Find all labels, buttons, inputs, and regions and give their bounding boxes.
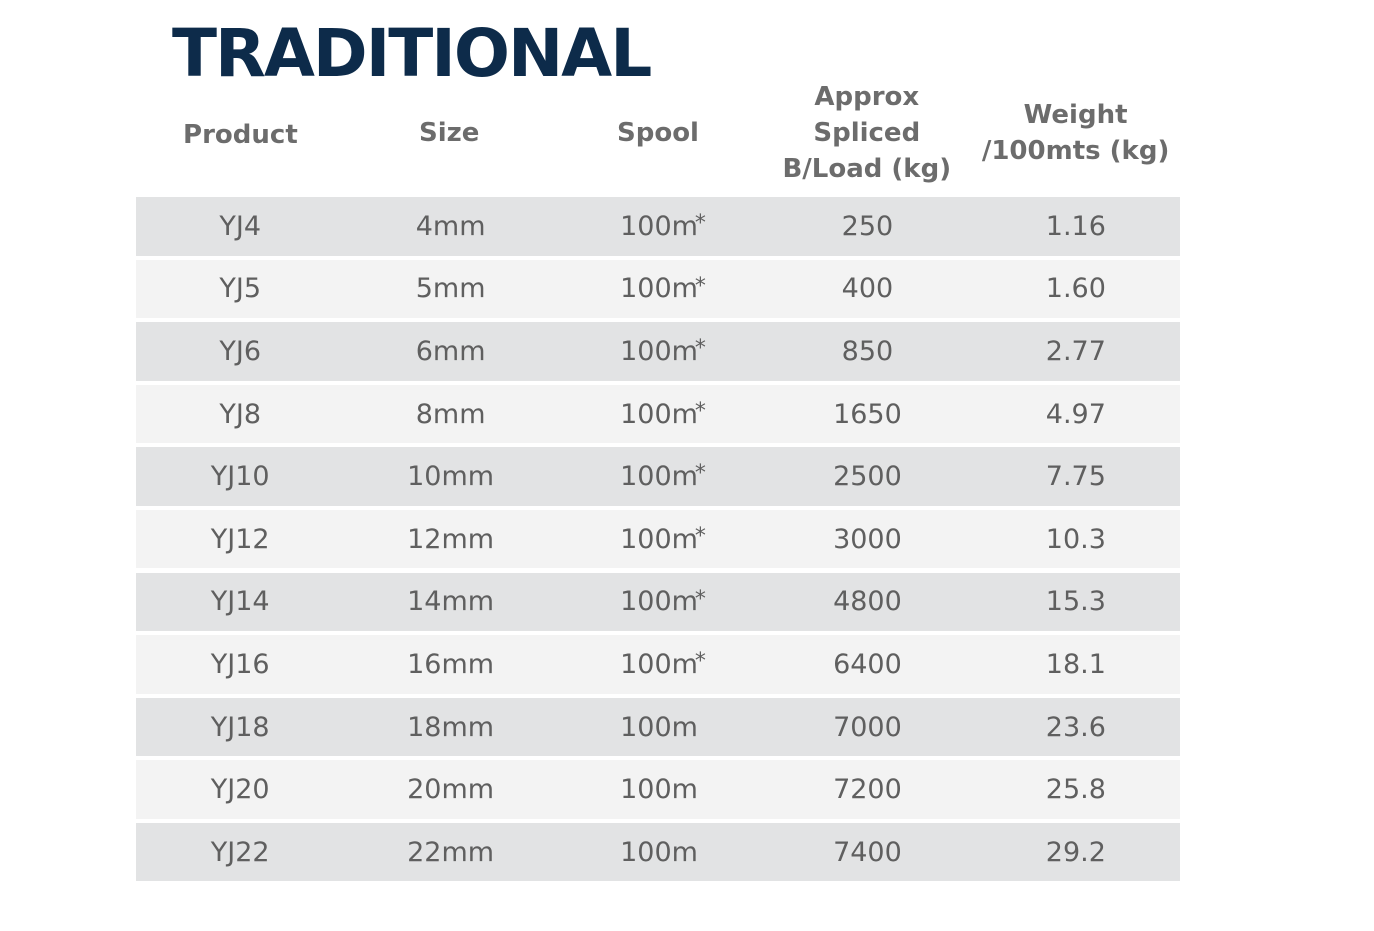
product-cell	[136, 698, 346, 757]
weight-cell-text: 23.6	[1045, 711, 1106, 743]
size-cell	[346, 510, 554, 569]
product-cell	[136, 197, 346, 256]
size-cell	[346, 823, 554, 882]
product-cell	[136, 635, 346, 694]
breaking-load-cell	[763, 260, 971, 319]
spool-cell-text: 100m	[620, 586, 698, 618]
breaking-load-cell	[763, 385, 971, 444]
size-cell-text: 8mm	[415, 398, 486, 430]
asterisk-mark: *	[694, 523, 706, 549]
product-cell-text: YJ4	[219, 210, 262, 242]
size-cell-text: 16mm	[407, 648, 495, 680]
breaking-load-cell-text: 6400	[833, 648, 902, 680]
breaking-load-cell-text: 850	[841, 335, 894, 367]
weight-cell	[972, 260, 1180, 319]
size-cell	[346, 260, 554, 319]
size-cell-text: 14mm	[407, 586, 495, 618]
product-cell	[136, 823, 346, 882]
weight-cell	[972, 447, 1180, 506]
breaking-load-cell	[763, 573, 971, 632]
weight-cell-text: 25.8	[1045, 774, 1106, 806]
spool-cell-text: 100m	[620, 648, 698, 680]
page-title: TRADITIONAL	[172, 15, 651, 92]
size-cell	[346, 385, 554, 444]
size-cell-text: 4mm	[415, 210, 486, 242]
spool-cell	[555, 197, 763, 256]
breaking-load-cell	[763, 635, 971, 694]
size-cell	[346, 698, 554, 757]
product-cell-text: YJ6	[219, 335, 262, 367]
breaking-load-cell	[763, 322, 971, 381]
product-cell-text: YJ12	[210, 523, 270, 555]
product-cell-text: YJ8	[219, 398, 262, 430]
product-cell-text: YJ14	[210, 586, 270, 618]
breaking-load-cell-text: 4800	[833, 586, 902, 618]
product-cell	[136, 260, 346, 319]
spool-cell-text: 100m	[620, 210, 698, 242]
spool-cell	[555, 510, 763, 569]
breaking-load-cell-text: 250	[841, 210, 894, 242]
spool-cell-text: 100m	[620, 273, 698, 305]
product-cell	[136, 447, 346, 506]
spool-cell	[555, 823, 763, 882]
breaking-load-cell	[763, 447, 971, 506]
weight-cell-text: 2.77	[1045, 335, 1106, 367]
asterisk-mark: *	[694, 461, 706, 487]
table-row	[136, 260, 1180, 319]
size-cell-text: 12mm	[407, 523, 495, 555]
size-cell	[346, 197, 554, 256]
breaking-load-cell	[763, 510, 971, 569]
spool-cell-text: 100m	[620, 461, 698, 493]
breaking-load-cell-text: 1650	[833, 398, 902, 430]
asterisk-mark: *	[694, 586, 706, 612]
size-cell	[346, 447, 554, 506]
asterisk-mark: *	[694, 273, 706, 299]
spool-cell-text: 100m	[620, 398, 698, 430]
table-row	[136, 322, 1180, 381]
table-row	[136, 385, 1180, 444]
spool-cell	[555, 573, 763, 632]
spool-cell	[555, 385, 763, 444]
size-cell-text: 22mm	[407, 836, 495, 868]
breaking-load-cell-text: 7400	[833, 836, 902, 868]
product-cell-text: YJ18	[210, 711, 270, 743]
product-cell-text: YJ16	[210, 648, 270, 680]
column-header-breaking-load: Approx Spliced B/Load (kg)	[782, 82, 952, 184]
size-cell	[346, 760, 554, 819]
spool-cell-text: 100m	[620, 836, 698, 868]
spool-cell	[555, 698, 763, 757]
weight-cell-text: 18.1	[1045, 648, 1106, 680]
breaking-load-cell	[763, 197, 971, 256]
size-cell-text: 18mm	[407, 711, 495, 743]
product-cell	[136, 760, 346, 819]
breaking-load-cell	[763, 823, 971, 882]
asterisk-mark: *	[694, 649, 706, 675]
spool-cell	[555, 322, 763, 381]
weight-cell	[972, 197, 1180, 256]
breaking-load-cell-text: 3000	[833, 523, 902, 555]
table-row	[136, 197, 1180, 256]
table-row	[136, 510, 1180, 569]
column-header-size: Size	[418, 118, 480, 148]
weight-cell	[972, 385, 1180, 444]
weight-cell-text: 29.2	[1045, 836, 1106, 868]
product-cell	[136, 322, 346, 381]
table-body	[136, 197, 1180, 886]
spool-cell-text: 100m	[620, 523, 698, 555]
weight-cell-text: 10.3	[1045, 523, 1106, 555]
breaking-load-cell-text: 7000	[833, 711, 902, 743]
spool-cell	[555, 760, 763, 819]
weight-cell-text: 15.3	[1045, 586, 1106, 618]
breaking-load-cell-text: 400	[841, 273, 894, 305]
spool-cell	[555, 635, 763, 694]
asterisk-mark: *	[694, 398, 706, 424]
product-cell-text: YJ5	[219, 273, 262, 305]
size-cell-text: 5mm	[415, 273, 486, 305]
product-cell-text: YJ22	[210, 836, 270, 868]
spool-cell-text: 100m	[620, 711, 698, 743]
weight-cell	[972, 510, 1180, 569]
asterisk-mark: *	[694, 336, 706, 362]
spool-cell-text: 100m	[620, 335, 698, 367]
weight-cell-text: 1.16	[1045, 210, 1106, 242]
asterisk-mark: *	[694, 211, 706, 236]
size-cell	[346, 635, 554, 694]
column-header-weight: Weight /100mts (kg)	[981, 100, 1170, 166]
product-table	[136, 70, 1180, 868]
product-cell	[136, 573, 346, 632]
weight-cell	[972, 698, 1180, 757]
table-row	[136, 760, 1180, 819]
product-cell	[136, 385, 346, 444]
table-header	[136, 70, 1180, 196]
breaking-load-cell-text: 7200	[833, 774, 902, 806]
weight-cell-text: 1.60	[1045, 273, 1106, 305]
breaking-load-cell	[763, 760, 971, 819]
spool-cell	[555, 260, 763, 319]
column-header-spool: Spool	[617, 118, 699, 148]
product-cell	[136, 510, 346, 569]
table-row	[136, 635, 1180, 694]
table-row	[136, 447, 1180, 506]
weight-cell	[972, 322, 1180, 381]
breaking-load-cell	[763, 698, 971, 757]
weight-cell	[972, 760, 1180, 819]
size-cell-text: 10mm	[407, 461, 495, 493]
breaking-load-cell-text: 2500	[833, 461, 902, 493]
weight-cell-text: 7.75	[1045, 461, 1106, 493]
product-cell-text: YJ10	[210, 461, 270, 493]
table-row	[136, 823, 1180, 882]
weight-cell-text: 4.97	[1045, 398, 1106, 430]
column-header-product: Product	[183, 120, 298, 150]
weight-cell	[972, 635, 1180, 694]
size-cell	[346, 573, 554, 632]
spool-cell-text: 100m	[620, 774, 698, 806]
size-cell	[346, 322, 554, 381]
size-cell-text: 6mm	[415, 335, 486, 367]
table-row	[136, 573, 1180, 632]
spool-cell	[555, 447, 763, 506]
weight-cell	[972, 573, 1180, 632]
size-cell-text: 20mm	[407, 774, 495, 806]
product-cell-text: YJ20	[210, 774, 270, 806]
table-row	[136, 698, 1180, 757]
weight-cell	[972, 823, 1180, 882]
